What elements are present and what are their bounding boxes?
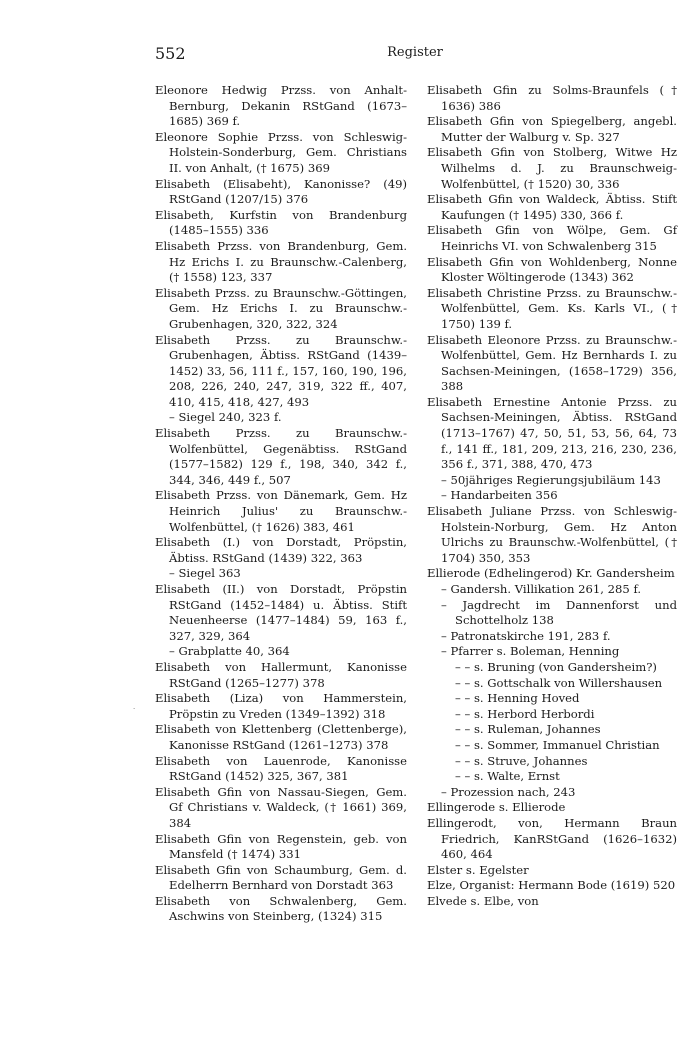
index-entry: Elisabeth (Elisabeht), Kanonisse? (49) RStGand (1207/15) 376 xyxy=(155,176,407,207)
index-entry: Elisabeth Przss. zu Braunschw.-Grubenhagen, Äbtiss. RStGand (1439–1452) 33, 56, 111 f., 157, 160, 190, 196, 208, 226, 240, 247, 319, 322 ff., 407, 410, 415, 418, 427, 493 xyxy=(155,332,407,409)
index-entry: Elisabeth Gfin zu Solms-Braunfels († 1636) 386 xyxy=(427,83,677,113)
index-subentry: – Jagdrecht im Dannenforst und Schottelholz 138 xyxy=(441,597,677,628)
index-entry: Elisabeth Przss. von Dänemark, Gem. Hz Heinrich Julius' zu Braunschw.-Wolfenbüttel, († 1626) 383, 461 xyxy=(155,488,407,534)
index-entry: Elisabeth Gfin von Schaumburg, Gem. d. Edelherrn Bernhard von Dorstadt 363 xyxy=(155,862,407,893)
index-entry: Elisabeth Ernestine Antonie Przss. zu Sachsen-Meiningen, Äbtiss. RStGand (1713–1767) 47, 50, 51, 53, 56, 64, 73 f., 141 ff., 181, 209, 213, 216, 230, 236, 356 f., 371, 388, 470, 473 xyxy=(427,394,677,472)
index-entry: Elisabeth, Kurfstin von Brandenburg (1485–1555) 336 xyxy=(155,207,407,238)
margin-mark: · xyxy=(133,705,136,713)
index-entry: Elisabeth (II.) von Dorstadt, Pröpstin RStGand (1452–1484) u. Äbtiss. Stift Neuenheerse (1477–1484) 59, 163 f., 327, 329, 364 xyxy=(155,582,407,643)
index-subentry: – – s. Walte, Ernst xyxy=(455,769,560,784)
index-entry: Elisabeth Christine Przss. zu Braunschw.-Wolfenbüttel, Gem. Ks. Karls VI., († 1750) 139 f. xyxy=(427,285,677,331)
index-entry: Eleonore Sophie Przss. von Schleswig-Holstein-Sonderburg, Gem. Christians II. von Anhalt, († 1675) 369 xyxy=(155,129,407,175)
index-subentry: – Prozession nach, 243 xyxy=(441,784,576,799)
index-subentry: – Gandersh. Villikation 261, 285 f. xyxy=(441,582,642,596)
index-entry: Elisabeth (I.) von Dorstadt, Pröpstin, Äbtiss. RStGand (1439) 322, 363 xyxy=(155,535,407,565)
index-subentry: – Pfarrer s. Boleman, Henning xyxy=(441,644,620,659)
index-entry: Elisabeth Gfin von Wölpe, Gem. Gf Heinrichs VI. von Schwalenberg 315 xyxy=(427,223,677,253)
index-entry: Ellierode (Edhelingerod) Kr. Gandersheim xyxy=(427,566,675,581)
index-entry: Elisabeth Eleonore Przss. zu Braunschw.-Wolfenbüttel, Gem. Hz Bernhards I. zu Sachsen-Meiningen, (1658–1729) 356, 388 xyxy=(427,332,677,394)
index-subentry: – – s. Henning Hoved xyxy=(455,691,580,706)
index-entry: Elisabeth Gfin von Stolberg, Witwe Hz Wilhelms d. J. zu Braunschweig-Wolfenbüttel, († 1520) 30, 336 xyxy=(427,145,677,191)
index-entry: Ellingerode s. Ellierode xyxy=(427,800,566,815)
index-entry: Elisabeth Gfin von Regenstein, geb. von Mansfeld († 1474) 331 xyxy=(155,831,407,862)
index-entry: Elisabeth Przss. zu Braunschw.-Wolfenbüttel, Gegenäbtiss. RStGand (1577–1582) 129 f., 198, 340, 342 f., 344, 346, 449 f., 507 xyxy=(155,426,407,487)
index-entry: Elisabeth Gfin von Wohldenberg, Nonne Kloster Wöltingerode (1343) 362 xyxy=(427,254,677,285)
index-entry: Elisabeth Gfin von Waldeck, Äbtiss. Stift Kaufungen († 1495) 330, 366 f. xyxy=(427,192,677,222)
index-subentry: – – s. Bruning (von Gandersheim?) xyxy=(455,659,657,674)
index-entry: Elisabeth von Klettenberg (Clettenberge), Kanonisse RStGand (1261–1273) 378 xyxy=(155,722,407,752)
index-subentry: – – s. Ruleman, Johannes xyxy=(455,722,601,737)
running-title: Register xyxy=(387,45,443,60)
index-column-right xyxy=(427,83,677,909)
index-entry: Eleonore Hedwig Przss. von Anhalt-Bernburg, Dekanin RStGand (1673–1685) 369 f. xyxy=(155,83,407,129)
index-entry: Elster s. Egelster xyxy=(427,862,529,877)
index-entry: Elisabeth Gfin von Spiegelberg, angebl. Mutter der Walburg v. Sp. 327 xyxy=(427,114,677,144)
index-subentry: – Siegel 363 xyxy=(169,566,241,581)
index-entry: Elisabeth (Liza) von Hammerstein, Pröpstin zu Vreden (1349–1392) 318 xyxy=(155,691,407,721)
index-entry: Ellingerodt, von, Hermann Braun Friedrich, KanRStGand (1626–1632) 460, 464 xyxy=(427,815,677,862)
index-entry: Elisabeth Gfin von Nassau-Siegen, Gem. Gf Christians v. Waldeck, († 1661) 369, 384 xyxy=(155,784,407,830)
index-subentry: – – s. Struve, Johannes xyxy=(455,753,588,768)
index-subentry: – Siegel 240, 323 f. xyxy=(169,410,282,425)
index-entry: Elisabeth von Hallermunt, Kanonisse RStGand (1265–1277) 378 xyxy=(155,659,407,690)
index-entry: Elisabeth Przss. zu Braunschw.-Göttingen, Gem. Hz Erichs I. zu Braunschw.-Grubenhagen, 320, 322, 324 xyxy=(155,285,407,331)
index-entry: Elisabeth Przss. von Brandenburg, Gem. Hz Erichs I. zu Braunschw.-Calenberg, († 1558) 123, 337 xyxy=(155,238,407,285)
page-number: 552 xyxy=(155,44,186,63)
index-entry: Elisabeth von Lauenrode, Kanonisse RStGand (1452) 325, 367, 381 xyxy=(155,753,407,784)
index-entry: Elisabeth von Schwalenberg, Gem. Aschwins von Steinberg, (1324) 315 xyxy=(155,893,407,924)
index-entry: Elvede s. Elbe, von xyxy=(427,893,539,908)
index-entry: Elze, Organist: Hermann Bode (1619) 520 xyxy=(427,878,676,893)
index-subentry: – 50jähriges Regierungsjubiläum 143 xyxy=(441,472,661,487)
index-entry: Elisabeth Juliane Przss. von Schleswig-Holstein-Norburg, Gem. Hz Anton Ulrichs zu Braunschw.-Wolfenbüttel, († 1704) 350, 353 xyxy=(427,504,677,565)
index-subentry: – Grabplatte 40, 364 xyxy=(169,644,290,659)
index-subentry: – – s. Gottschalk von Willershausen xyxy=(455,675,663,690)
index-subentry: – Patronatskirche 191, 283 f. xyxy=(441,628,611,643)
index-subentry: – – s. Sommer, Immanuel Christian xyxy=(455,737,660,752)
index-column-left xyxy=(155,83,407,925)
index-subentry: – – s. Herbord Herbordi xyxy=(455,706,595,721)
page-header xyxy=(155,44,675,66)
index-subentry: – Handarbeiten 356 xyxy=(441,488,558,503)
